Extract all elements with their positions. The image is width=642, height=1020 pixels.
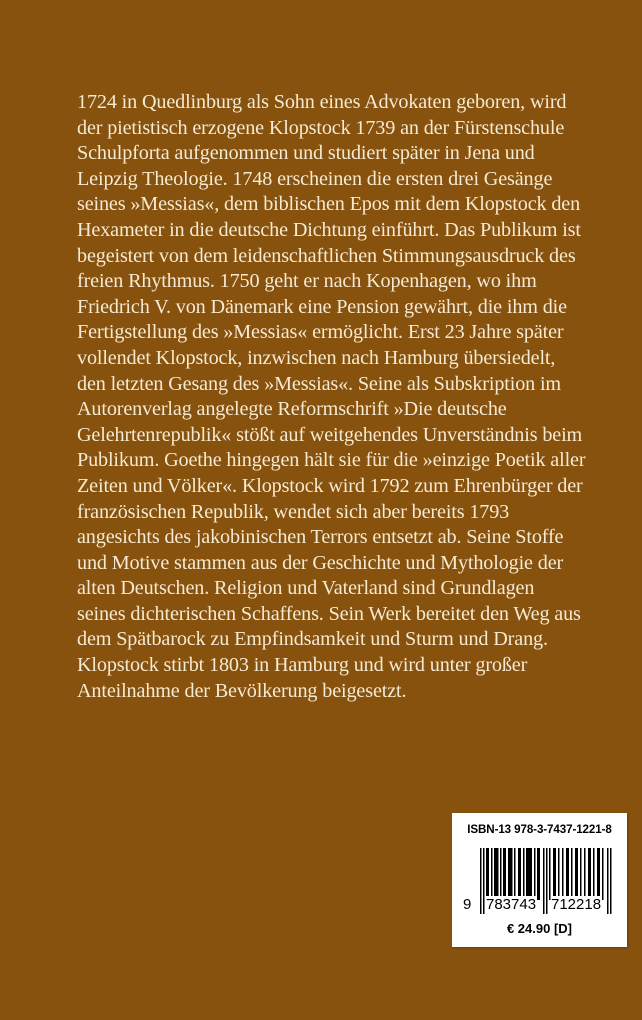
blurb-line: Friedrich V. von Dänemark eine Pension gewährt, die ihm die	[77, 295, 567, 318]
blurb-line: Hexameter in die deutsche Dichtung einführt. Das Publikum ist	[77, 218, 581, 241]
blurb-line: vollendet Klopstock, inzwischen nach Hamburg übersiedelt,	[77, 346, 556, 369]
blurb-line: Autorenverlag angelegte Reformschrift »Die deutsche	[77, 398, 507, 421]
blurb-line: Fertigstellung des »Messias« ermöglicht. Erst 23 Jahre später	[77, 321, 564, 344]
blurb-line: Anteilnahme der Bevölkerung beigesetzt.	[77, 679, 407, 702]
blurb-line: 1724 in Quedlinburg als Sohn eines Advokaten geboren, wird	[77, 91, 567, 113]
barcode-digits-right: 712218	[551, 896, 602, 913]
barcode-digits-left: 783743	[486, 896, 537, 913]
blurb-line: begeistert von dem leidenschaftlichen Stimmungsausdruck des	[77, 244, 576, 267]
blurb-line: Schulpforta aufgenommen und studiert später in Jena und	[77, 142, 535, 165]
barcode-digits	[458, 896, 627, 914]
back-cover-blurb	[77, 90, 637, 704]
blurb-line: Gelehrtenrepublik« stößt auf weitgehendes Unverständnis beim	[77, 423, 583, 446]
blurb-line: freien Rhythmus. 1750 geht er nach Kopenhagen, wo ihm	[77, 270, 537, 293]
blurb-line: Klopstock stirbt 1803 in Hamburg und wird unter großer	[77, 654, 528, 677]
blurb-line: Zeiten und Völker«. Klopstock wird 1792 zum Ehrenbürger der	[77, 474, 583, 497]
blurb-line: und Motive stammen aus der Geschichte und Mythologie der	[77, 551, 564, 574]
blurb-line: alten Deutschen. Religion und Vaterland sind Grundlagen	[77, 577, 535, 600]
isbn-barcode-label	[452, 813, 627, 947]
barcode-digit-lead: 9	[463, 896, 472, 913]
price-label: € 24.90 [D]	[506, 921, 573, 936]
blurb-line: der pietistisch erzogene Klopstock 1739 an der Fürstenschule	[77, 116, 565, 139]
blurb-line: Leipzig Theologie. 1748 erscheinen die ersten drei Gesänge	[77, 167, 553, 190]
blurb-line: Publikum. Goethe hingegen hält sie für die »einzige Poetik aller	[77, 449, 586, 472]
blurb-line: dem Spätbarock zu Empfindsamkeit und Sturm und Drang.	[77, 628, 548, 651]
blurb-line: angesichts des jakobinischen Terrors entsetzt ab. Seine Stoffe	[77, 526, 564, 549]
isbn-number: ISBN-13 978-3-7437-1221-8	[467, 823, 612, 836]
blurb-line: den letzten Gesang des »Messias«. Seine als Subskription im	[77, 372, 561, 395]
blurb-line: seines dichterischen Schaffens. Sein Werk bereitet den Weg aus	[77, 602, 581, 625]
blurb-line: französischen Republik, wendet sich aber bereits 1793	[77, 500, 510, 523]
blurb-line: seines »Messias«, dem biblischen Epos mit dem Klopstock den	[77, 193, 581, 216]
